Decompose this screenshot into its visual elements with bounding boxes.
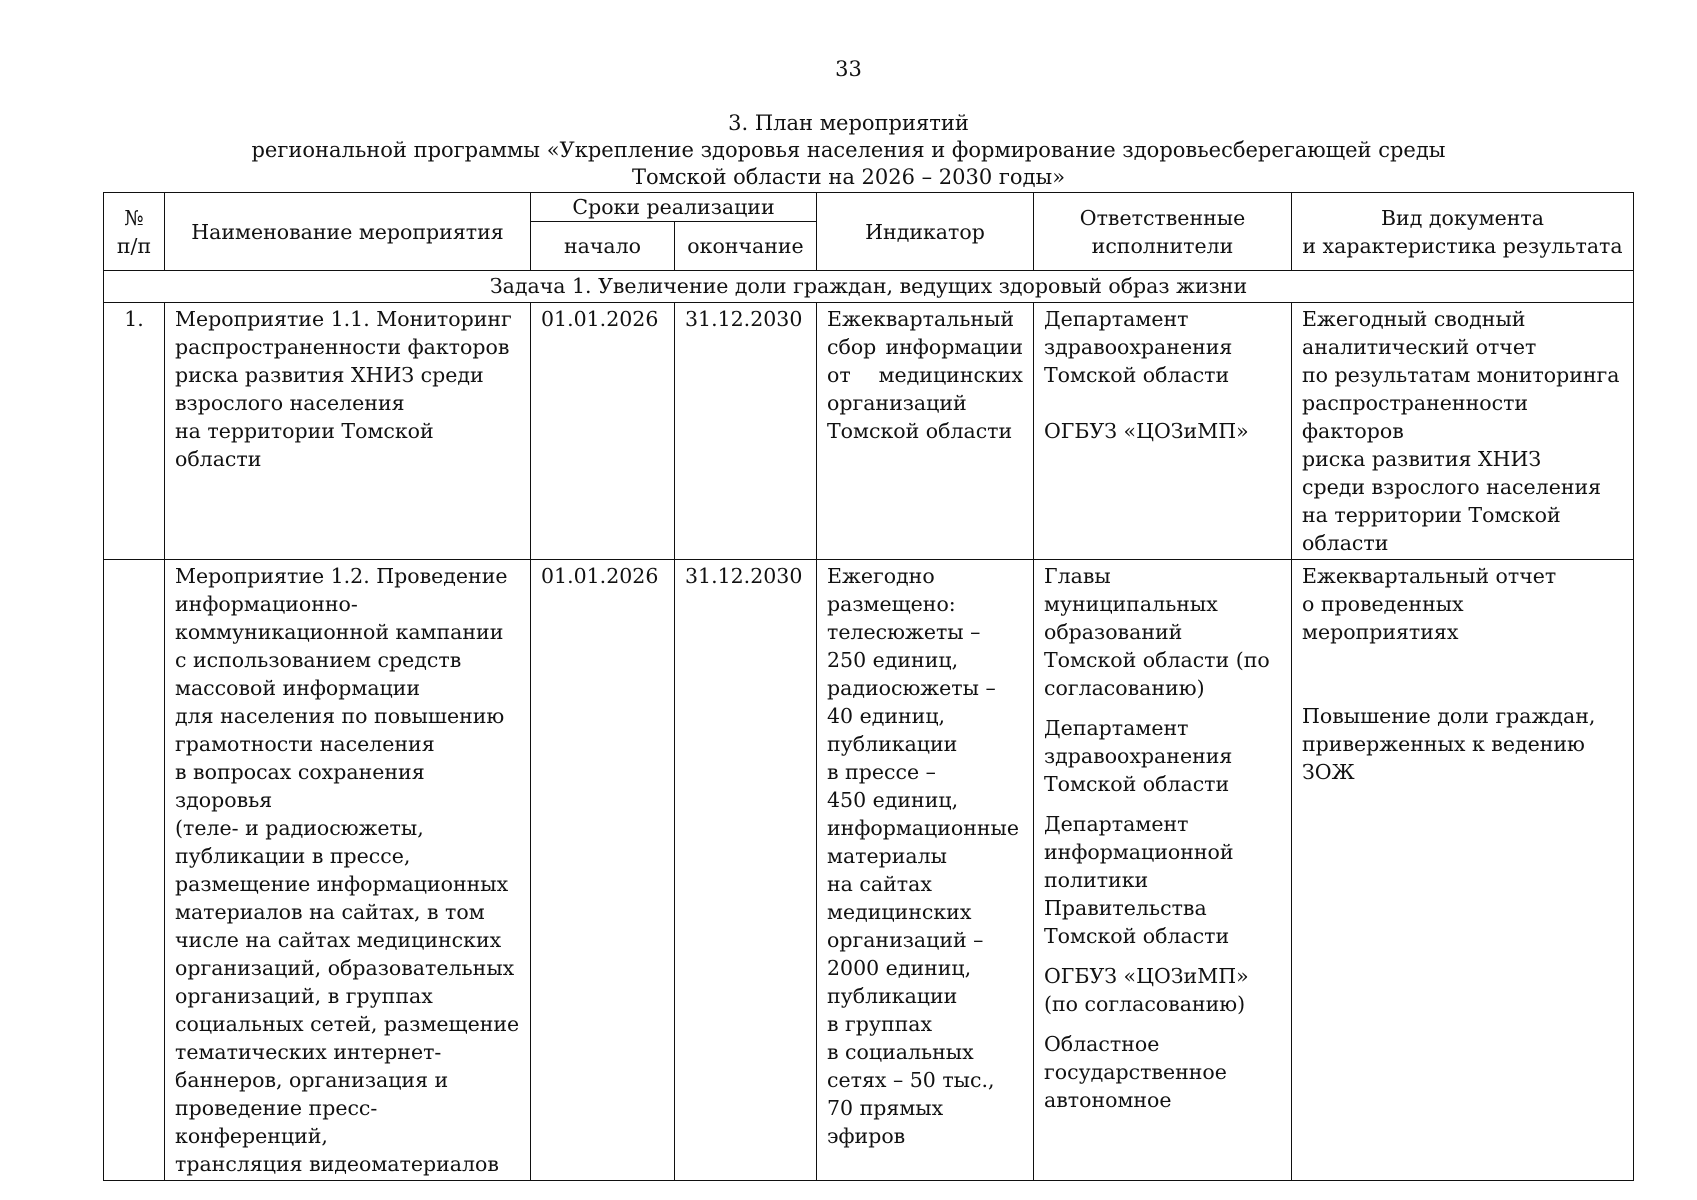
text-line: публикации в прессе,: [175, 844, 411, 868]
text-line: Повышение доли граждан,: [1302, 704, 1596, 728]
text-line: риска развития ХНИЗ среди: [175, 363, 484, 387]
text-line: социальных сетей, размещение: [175, 1012, 520, 1036]
text-line: организаций –: [827, 928, 984, 952]
text-line: ЗОЖ: [1302, 760, 1355, 784]
text-line: размещение информационных: [175, 872, 509, 896]
text-line: взрослого населения: [175, 391, 405, 415]
text-line: приверженных к ведению: [1302, 732, 1585, 756]
text-line: медицинских: [827, 900, 972, 924]
task-heading: Задача 1. Увеличение доли граждан, ведущих здоровый образ жизни: [104, 271, 1634, 303]
text-line: организаций, образовательных: [175, 956, 515, 980]
header-terms: Сроки реализации: [531, 193, 817, 222]
start-date: 01.01.2026: [531, 560, 675, 1181]
text-line: Ежеквартальный отчет: [1302, 564, 1557, 588]
indicator: Ежеквартальный сбор информации от медицинских организаций Томской области: [817, 303, 1034, 560]
text-line: Мероприятие 1.2. Проведение: [175, 564, 508, 588]
text-line: проведение пресс-конференций,: [175, 1096, 378, 1148]
text-line: риска развития ХНИЗ: [1302, 447, 1542, 471]
text-line: 40 единиц,: [827, 704, 946, 728]
text-line: 70 прямых эфиров: [827, 1096, 944, 1148]
header-start: начало: [531, 222, 675, 271]
text-line: по результатам мониторинга: [1302, 363, 1620, 387]
responsible-item: ОГБУЗ «ЦОЗиМП» (по согласованию): [1044, 964, 1249, 1016]
responsible-item: Департамент информационной политики Правительства Томской области: [1044, 812, 1234, 948]
responsible: [1034, 303, 1292, 560]
text-line: на территории Томской: [1302, 503, 1561, 527]
start-date: 01.01.2026: [531, 303, 675, 560]
header-end: окончание: [675, 222, 817, 271]
text-line: грамотности населения: [175, 732, 435, 756]
end-date: 31.12.2030: [675, 560, 817, 1181]
header-name: Наименование мероприятия: [165, 193, 531, 271]
header-document: Вид документа и характеристика результата: [1292, 193, 1634, 271]
responsible-item: Главы муниципальных образований Томской области (по согласованию): [1044, 564, 1270, 700]
text-line: информационно-: [175, 592, 358, 616]
activity-name: [165, 303, 531, 560]
text-line: 2000 единиц,: [827, 956, 972, 980]
text-line: материалы: [827, 844, 947, 868]
title-line-1: 3. План мероприятий: [728, 111, 969, 135]
document-result: [1292, 560, 1634, 1181]
responsible-item: Областное государственное автономное: [1044, 1032, 1227, 1112]
text-line: на территории Томской области: [175, 419, 434, 471]
text-line: на сайтах: [827, 872, 932, 896]
text-line: числе на сайтах медицинских: [175, 928, 502, 952]
row-number: 1.: [104, 303, 165, 560]
plan-table: [103, 192, 1634, 1181]
text-line: 250 единиц,: [827, 648, 959, 672]
text-line: трансляция видеоматериалов: [175, 1152, 499, 1176]
row-number: [104, 560, 165, 1181]
activity-name: [165, 560, 531, 1181]
title-line-3: Томской области на 2026 – 2030 годы»: [631, 165, 1066, 189]
text-line: в социальных: [827, 1040, 974, 1064]
text-line: Мероприятие 1.1. Мониторинг: [175, 307, 512, 331]
text-line: с использованием средств: [175, 648, 462, 672]
text-line: в прессе –: [827, 760, 936, 784]
text-line: в группах: [827, 1012, 933, 1036]
text-line: распространенности факторов: [175, 335, 510, 359]
text-line: среди взрослого населения: [1302, 475, 1602, 499]
text-line: материалов на сайтах, в том: [175, 900, 485, 924]
text-line: в вопросах сохранения здоровья: [175, 760, 425, 812]
text-line: коммуникационной кампании: [175, 620, 504, 644]
text-line: (теле- и радиосюжеты,: [175, 816, 424, 840]
text-line: Ежегодный сводный: [1302, 307, 1526, 331]
text-line: аналитический отчет: [1302, 335, 1537, 359]
table-row: [104, 303, 1634, 560]
text-line: информационные: [827, 816, 1019, 840]
header-responsible: Ответственные исполнители: [1034, 193, 1292, 271]
text-line: распространенности факторов: [1302, 391, 1529, 443]
table-row: [104, 560, 1634, 1181]
responsible: [1034, 560, 1292, 1181]
responsible-item: ОГБУЗ «ЦОЗиМП»: [1044, 419, 1249, 443]
text-line: для населения по повышению: [175, 704, 505, 728]
text-line: сетях – 50 тыс.,: [827, 1068, 995, 1092]
responsible-item: Департамент здравоохранения Томской области: [1044, 716, 1233, 796]
document-result: [1292, 303, 1634, 560]
text-line: телесюжеты –: [827, 620, 981, 644]
text-line: 450 единиц,: [827, 788, 959, 812]
document-title: [0, 110, 1697, 191]
text-line: публикации: [827, 732, 958, 756]
header-indicator: Индикатор: [817, 193, 1034, 271]
text-line: организаций, в группах: [175, 984, 433, 1008]
indicator: [817, 560, 1034, 1181]
end-date: 31.12.2030: [675, 303, 817, 560]
text-line: массовой информации: [175, 676, 421, 700]
text-line: о проведенных мероприятиях: [1302, 592, 1464, 644]
text-line: публикации: [827, 984, 958, 1008]
header-num: № п/п: [104, 193, 165, 271]
text-line: размещено:: [827, 592, 956, 616]
text-line: радиосюжеты –: [827, 676, 996, 700]
title-line-2: региональной программы «Укрепление здоровья населения и формирование здоровьесберегающей среды: [251, 138, 1446, 162]
text-line: баннеров, организация и: [175, 1068, 449, 1092]
text-line: области: [1302, 531, 1389, 555]
text-line: тематических интернет-: [175, 1040, 442, 1064]
text-line: Ежегодно: [827, 564, 935, 588]
responsible-item: Департамент здравоохранения Томской области: [1044, 307, 1233, 387]
page-number: 33: [835, 57, 862, 81]
